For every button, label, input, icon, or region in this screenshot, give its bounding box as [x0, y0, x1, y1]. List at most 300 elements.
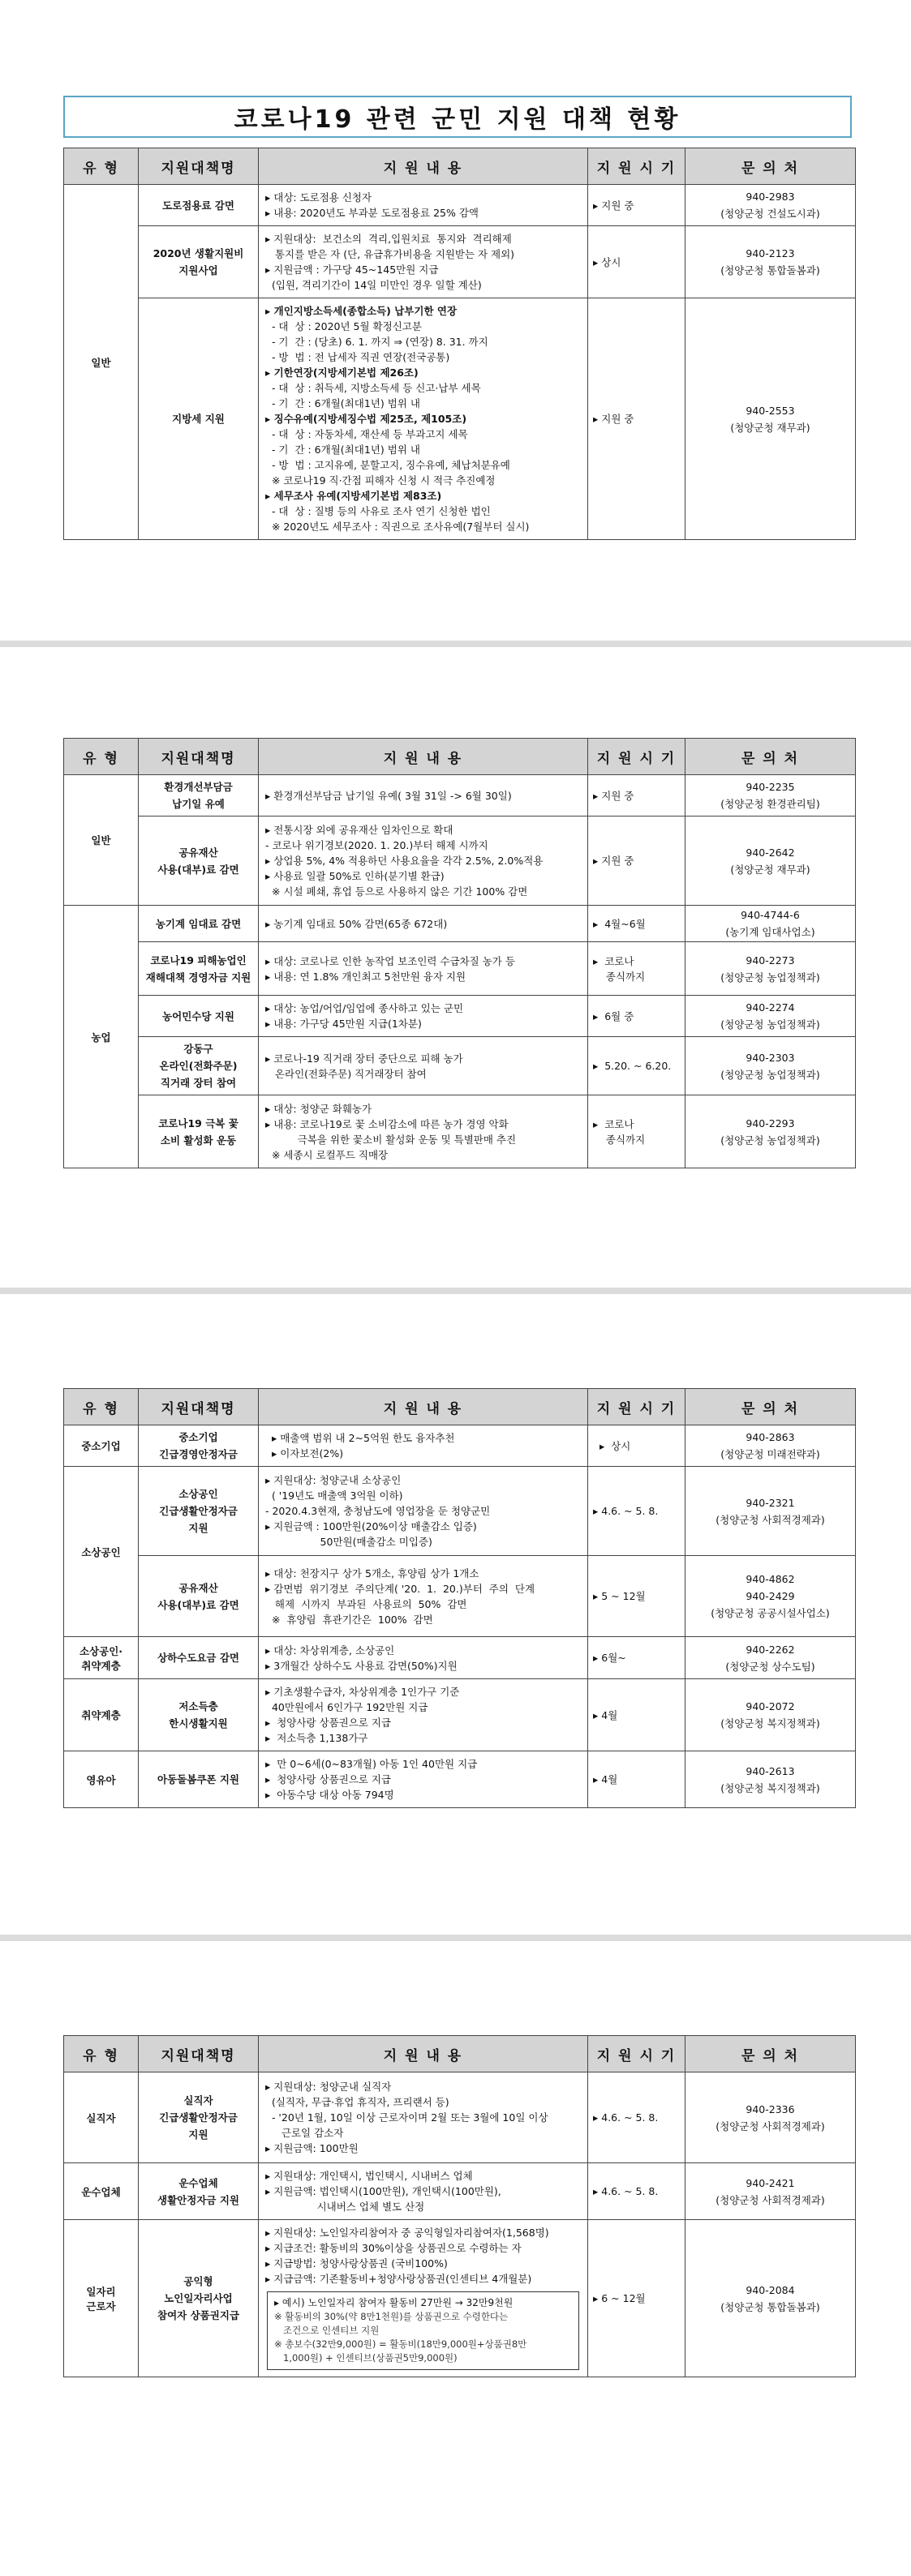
table-row [64, 817, 856, 906]
contact-cell [685, 298, 856, 540]
example-note: 1,000원) + 인센티브(상품권5만9,000원) [274, 2352, 458, 2364]
period-text: ▸ 4월 [593, 1773, 618, 1785]
support-content-cell [259, 817, 588, 906]
content-line: ▸ 전통시장 외에 공유재산 임차인으로 확대 [265, 824, 453, 836]
program-name: 농기계 임대료 감면 [155, 917, 242, 930]
column-header: 유 형 [64, 1389, 139, 1425]
column-header: 지 원 시 기 [588, 148, 685, 185]
content-line: - 대 상 : 자동차세, 재산세 등 부과고지 세목 [265, 428, 468, 440]
support-period-cell [588, 1037, 685, 1095]
program-name: 한시생활지원 [169, 1717, 228, 1729]
content-line: ▸ 매출액 범위 내 2~5억원 한도 융자추천 [265, 1432, 455, 1444]
content-line: ▸ 만 0~6세(0~83개월) 아동 1인 40만원 지급 [265, 1758, 478, 1770]
column-header: 지원대책명 [139, 1389, 259, 1425]
content-line: ▸ 지원금액 : 100만원(20%이상 매출감소 입증) [265, 1520, 477, 1532]
support-period-cell [588, 1425, 685, 1467]
contact-text: (농기계 임대사업소) [725, 926, 815, 938]
contact-text: 940-2274 [746, 1001, 795, 1014]
content-line: ▸ 아동수당 대상 아동 794명 [265, 1789, 394, 1801]
content-line: ▸ 징수유예(지방세징수법 제25조, 제105조) [265, 413, 467, 425]
program-name: 노인일자리사업 [164, 2292, 233, 2304]
support-period-cell [588, 942, 685, 996]
content-line: ※ 2020년도 세무조사 : 직권으로 조사유예(7월부터 실시) [265, 521, 530, 533]
table-row [64, 996, 856, 1037]
content-line: ▸ 지원대상: 개인택시, 법인택시, 시내버스 업체 [265, 2170, 473, 2182]
program-name: 생활안정자금 지원 [157, 2193, 239, 2206]
contact-cell [685, 1637, 856, 1679]
content-line: - 기 간 : (당초) 6. 1. 까지 ⇒ (연장) 8. 31. 까지 [265, 336, 488, 348]
document-page-2 [0, 647, 911, 1288]
program-name: 지방세 지원 [172, 413, 225, 425]
table-row [64, 775, 856, 817]
contact-text: (청양군청 환경관리팀) [720, 798, 820, 810]
content-line: 시내버스 업체 별도 산정 [265, 2201, 425, 2213]
column-header: 지 원 내 용 [259, 148, 588, 185]
support-period-cell [588, 1556, 685, 1637]
contact-cell [685, 1751, 856, 1808]
contact-text: (청양군청 상수도팀) [725, 1660, 815, 1673]
program-name: 온라인(전화주문) [159, 1060, 238, 1072]
program-name-cell [139, 1467, 259, 1556]
category-label: 일반 [91, 834, 111, 847]
contact-text: 940-2336 [746, 2102, 795, 2115]
contact-text: 940-2235 [746, 781, 795, 793]
table-row [64, 942, 856, 996]
content-line: ▸ 지원대상: 청양군내 실직자 [265, 2081, 392, 2093]
content-line: - 2020.4.3현재, 충청남도에 영업장을 둔 청양군민 [265, 1505, 491, 1517]
column-header: 문 의 처 [685, 148, 856, 185]
program-name-cell [139, 942, 259, 996]
support-period-cell [588, 775, 685, 817]
table-row [64, 2220, 856, 2377]
content-line: ▸ 대상: 코로나로 인한 농작업 보조인력 수급차질 농가 등 [265, 954, 515, 967]
contact-cell [685, 1095, 856, 1168]
category-label: 소상공인· [79, 1644, 123, 1657]
content-line: ▸ 청양사랑 상품권으로 지급 [265, 1717, 391, 1729]
content-line: - 대 상 : 2020년 5월 확정신고분 [265, 320, 422, 332]
program-name: 코로나19 피해농업인 [150, 954, 247, 967]
support-content-cell [259, 185, 588, 226]
contact-cell [685, 996, 856, 1037]
content-line: ▸ 지급금액: 기존활동비+청양사랑상품권(인센티브 4개월분) [265, 2273, 532, 2285]
content-line: - '20년 1월, 10일 이상 근로자이며 2월 또는 3월에 10일 이상 [265, 2111, 548, 2124]
content-line: ▸ 청양사랑 상품권으로 지급 [265, 1773, 391, 1785]
content-line: - 기 간 : 6개월(최대1년) 범위 내 [265, 397, 420, 409]
support-period-cell [588, 1095, 685, 1168]
period-text: ▸ 6월 중 [593, 1009, 634, 1022]
program-name: 도로점용료 감면 [162, 199, 234, 212]
content-line: ▸ 기한연장(지방세기본법 제26조) [265, 366, 419, 379]
category-label: 중소기업 [81, 1440, 121, 1452]
support-period-cell [588, 996, 685, 1037]
contact-text: 940-2262 [746, 1643, 795, 1656]
table-row [64, 2072, 856, 2163]
period-text: ▸ 6 ~ 12월 [593, 2292, 646, 2304]
contact-text: 940-2429 [746, 1590, 795, 1602]
program-name: 환경개선부담금 [164, 781, 233, 793]
column-header: 문 의 처 [685, 1389, 856, 1425]
support-period-cell [588, 226, 685, 298]
contact-text: 940-2123 [746, 247, 795, 259]
table-row [64, 226, 856, 298]
category-label: 근로자 [86, 2300, 116, 2312]
program-name: 운수업체 [178, 2176, 218, 2189]
content-line: ▸ 상업용 5%, 4% 적용하던 사용요율을 각각 2.5%, 2.0%적용 [265, 855, 544, 867]
category-label: 운수업체 [81, 2185, 121, 2198]
contact-text: 940-2613 [746, 1764, 795, 1777]
contact-text: 940-2321 [746, 1496, 795, 1509]
document-page-1 [0, 0, 911, 641]
content-line: ▸ 세무조사 유예(지방세기본법 제83조) [265, 490, 442, 502]
program-name: 공유재산 [178, 1581, 218, 1594]
support-period-cell [588, 2072, 685, 2163]
program-name: 긴급경영안정자금 [159, 1448, 238, 1460]
contact-text: (청양군청 농업정책과) [720, 1068, 820, 1081]
program-name: 납기일 유예 [172, 798, 225, 810]
program-name-cell [139, 996, 259, 1037]
program-name: 긴급생활안정자금 [159, 2111, 238, 2124]
content-line: ※ 시설 폐쇄, 휴업 등으로 사용하지 않은 기간 100% 감면 [265, 885, 528, 898]
program-name: 공익형 [183, 2275, 213, 2287]
program-name: 소상공인 [178, 1488, 218, 1500]
table-row [64, 1467, 856, 1556]
support-content-cell [259, 1637, 588, 1679]
category-cell [64, 2163, 139, 2220]
support-period-cell [588, 1637, 685, 1679]
period-text: ▸ 4월~6월 [593, 917, 646, 930]
program-name: 저소득층 [178, 1700, 218, 1712]
period-text: ▸ 상시 [593, 255, 621, 268]
content-line: - 기 간 : 6개월(최대1년) 범위 내 [265, 444, 420, 456]
content-line: ▸ 내용: 가구당 45만원 지급(1차분) [265, 1018, 422, 1030]
contact-text: 940-2293 [746, 1117, 795, 1129]
period-text: ▸ 5.20. ~ 6.20. [593, 1060, 672, 1072]
example-note: ※ 총보수(32만9,000원) = 활동비(18만9,000원+상품권8만 [274, 2338, 527, 2350]
support-content-cell [259, 1037, 588, 1095]
program-name: 지원 [188, 1522, 208, 1534]
category-cell [64, 1751, 139, 1808]
support-content-cell [259, 906, 588, 942]
category-cell [64, 2220, 139, 2377]
contact-text: (청양군청 농업정책과) [720, 1018, 820, 1031]
program-name: 사용(대부)료 감면 [157, 1598, 239, 1611]
table-row [64, 906, 856, 942]
table-row [64, 1637, 856, 1679]
program-name-cell [139, 1637, 259, 1679]
program-name-cell [139, 775, 259, 817]
example-headline: ▸ 예시) 노인일자리 참여자 활동비 27만원 → 32만9천원 [274, 2297, 514, 2308]
example-box [267, 2291, 579, 2370]
column-header: 지 원 시 기 [588, 739, 685, 775]
support-content-cell [259, 775, 588, 817]
support-content-cell [259, 226, 588, 298]
page-title: 코로나19 관련 군민 지원 대책 현황 [234, 105, 681, 134]
period-text: ▸ 지원 중 [593, 855, 634, 867]
table-row [64, 298, 856, 540]
page-title-box [63, 96, 852, 138]
program-name: 긴급생활안정자금 [159, 1505, 238, 1517]
content-line: ▸ 이자보전(2%) [265, 1447, 344, 1459]
period-text: ▸ 4.6. ~ 5. 8. [593, 2111, 659, 2124]
content-line: ▸ 내용: 연 1.8% 개인최고 5천만원 융자 지원 [265, 970, 466, 983]
table-row [64, 185, 856, 226]
period-text: ▸ 지원 중 [593, 199, 634, 212]
category-cell [64, 2072, 139, 2163]
period-text: ▸ 5 ~ 12월 [593, 1590, 646, 1602]
content-line: ▸ 3개월간 상하수도 사용료 감면(50%)지원 [265, 1659, 458, 1672]
support-period-cell [588, 1679, 685, 1751]
program-name: 중소기업 [178, 1431, 218, 1443]
period-text: ▸ 4월 [593, 1708, 618, 1721]
program-name: 아동돌봄쿠폰 지원 [157, 1773, 239, 1785]
document-page-4 [0, 1941, 911, 2576]
content-line: ▸ 대상: 차상위계층, 소상공인 [265, 1644, 395, 1657]
program-name-cell [139, 1679, 259, 1751]
content-line: ▸ 사용료 일괄 50%로 인하(분기별 환급) [265, 870, 445, 882]
contact-text: 940-2273 [746, 954, 795, 967]
contact-text: (청양군청 통합돌봄과) [720, 2300, 820, 2313]
support-content-cell [259, 1751, 588, 1808]
program-name-cell [139, 1751, 259, 1808]
content-line: - 코로나 위기경보(2020. 1. 20.)부터 해제 시까지 [265, 839, 488, 851]
content-line: ▸ 저소득층 1,138가구 [265, 1732, 368, 1744]
contact-text: (청양군청 재무과) [730, 863, 810, 876]
category-cell [64, 1679, 139, 1751]
content-line: ▸ 지원금액: 100만원 [265, 2142, 359, 2154]
contact-cell [685, 2220, 856, 2377]
program-name: 소비 활성화 운동 [160, 1134, 237, 1147]
category-label: 영유아 [86, 1773, 116, 1786]
support-period-cell [588, 817, 685, 906]
contact-text: 940-2072 [746, 1700, 795, 1712]
content-line: ▸ 지원금액: 법인택시(100만원), 개인택시(100만원), [265, 2185, 501, 2197]
support-table-4 [63, 2035, 856, 2377]
contact-text: 940-4862 [746, 1573, 795, 1585]
column-header: 유 형 [64, 739, 139, 775]
category-label: 취약계층 [81, 1659, 121, 1672]
column-header: 지 원 시 기 [588, 2036, 685, 2072]
contact-text: 940-2421 [746, 2176, 795, 2189]
contact-text: 940-2863 [746, 1431, 795, 1443]
program-name-cell [139, 906, 259, 942]
category-label: 소상공인 [81, 1545, 121, 1558]
document-page-3 [0, 1294, 911, 1935]
table-header-row [64, 1389, 856, 1425]
content-line: ▸ 내용: 2020년도 부과분 도로점용료 25% 감액 [265, 207, 479, 219]
program-name: 지원 [188, 2128, 208, 2141]
program-name: 사용(대부)료 감면 [157, 863, 239, 876]
support-content-cell [259, 942, 588, 996]
contact-cell [685, 1679, 856, 1751]
content-line: ▸ 지급조건: 활동비의 30%이상을 상품권으로 수령하는 자 [265, 2242, 522, 2254]
content-line: ▸ 농기계 임대료 50% 감면(65종 672대) [265, 917, 448, 930]
contact-text: (청양군청 복지정책과) [720, 1781, 820, 1794]
support-period-cell [588, 1467, 685, 1556]
support-period-cell [588, 2220, 685, 2377]
contact-text: 940-2983 [746, 191, 795, 203]
support-period-cell [588, 2163, 685, 2220]
content-line: 통지를 받은 자 (단, 유급휴가비용을 지원받는 자 제외) [265, 248, 515, 260]
content-line: ▸ 코로나-19 직거래 장터 중단으로 피해 농가 [265, 1052, 463, 1065]
contact-text: 940-2084 [746, 2283, 795, 2296]
table-row [64, 1679, 856, 1751]
table-header-row [64, 2036, 856, 2072]
support-content-cell [259, 1425, 588, 1467]
content-line: 온라인(전화주문) 직거래장터 참여 [265, 1067, 427, 1080]
content-line: 해제 시까지 부과된 사용료의 50% 감면 [265, 1597, 467, 1610]
support-period-cell [588, 906, 685, 942]
content-line: 40만원에서 6인가구 192만원 지급 [265, 1701, 428, 1713]
content-line: ※ 휴양림 휴관기간은 100% 감면 [265, 1613, 433, 1626]
support-content-cell [259, 1556, 588, 1637]
contact-text: (청양군청 건설도시과) [720, 208, 820, 220]
program-name: 공유재산 [178, 846, 218, 859]
table-row [64, 1556, 856, 1637]
program-name-cell [139, 1037, 259, 1095]
content-line: (입원, 격리기간이 14일 미만인 경우 일할 계산) [265, 279, 482, 291]
program-name-cell [139, 2072, 259, 2163]
support-content-cell [259, 2163, 588, 2220]
period-text: ▸ 지원 중 [593, 413, 634, 425]
category-label: 농업 [91, 1031, 111, 1044]
table-header-row [64, 739, 856, 775]
support-content-cell [259, 298, 588, 540]
column-header: 지원대책명 [139, 148, 259, 185]
table-header-row [64, 148, 856, 185]
category-cell [64, 775, 139, 906]
contact-text: (청양군청 통합돌봄과) [720, 264, 820, 276]
contact-text: (청양군청 농업정책과) [720, 1134, 820, 1147]
content-line: ▸ 감면범 위기경보 주의단계( '20. 1. 20.)부터 주의 단계 [265, 1582, 535, 1595]
column-header: 문 의 처 [685, 739, 856, 775]
contact-cell [685, 1037, 856, 1095]
program-name: 상하수도요금 감면 [157, 1652, 239, 1664]
support-content-cell [259, 1467, 588, 1556]
table-row [64, 1095, 856, 1168]
period-text: ▸ 코로나 [593, 954, 634, 967]
column-header: 지 원 내 용 [259, 739, 588, 775]
contact-text: (청양군청 사회적경제과) [715, 2193, 825, 2206]
content-line: ▸ 내용: 코로나19로 꽃 소비감소에 따른 농가 경영 악화 [265, 1117, 509, 1130]
column-header: 지 원 내 용 [259, 1389, 588, 1425]
contact-cell [685, 226, 856, 298]
period-text: ▸ 4.6. ~ 5. 8. [593, 1505, 659, 1517]
contact-cell [685, 2163, 856, 2220]
example-note: ※ 활동비의 30%(약 8만1천원)를 상품권으로 수령한다는 [274, 2311, 509, 2322]
contact-text: (청양군청 미래전략과) [720, 1448, 820, 1460]
contact-cell [685, 1556, 856, 1637]
contact-cell [685, 2072, 856, 2163]
category-cell [64, 1425, 139, 1467]
category-label: 일자리 [86, 2285, 116, 2298]
content-line: ▸ 지원대상: 청양군내 소상공인 [265, 1474, 402, 1486]
table-row [64, 1037, 856, 1095]
contact-cell [685, 185, 856, 226]
program-name-cell [139, 1556, 259, 1637]
program-name: 2020년 생활지원비 [153, 247, 244, 259]
column-header: 지원대책명 [139, 739, 259, 775]
contact-cell [685, 906, 856, 942]
column-header: 지원대책명 [139, 2036, 259, 2072]
program-name: 실직자 [183, 2094, 213, 2107]
content-line: ▸ 지원금액 : 가구당 45~145만원 지급 [265, 264, 439, 276]
support-period-cell [588, 298, 685, 540]
content-line: ※ 세종시 로컬푸드 직매장 [265, 1148, 389, 1161]
table-row [64, 1425, 856, 1467]
contact-text: (청양군청 농업정책과) [720, 971, 820, 984]
support-table-3 [63, 1388, 856, 1808]
program-name-cell [139, 298, 259, 540]
program-name-cell [139, 1425, 259, 1467]
support-content-cell [259, 2072, 588, 2163]
period-text: ▸ 지원 중 [593, 789, 634, 802]
period-text: 종식까지 [593, 970, 646, 983]
contact-text: 940-4744-6 [741, 909, 800, 921]
content-line: ▸ 지원대상: 보건소의 격리,입원치료 통지와 격리해제 [265, 233, 512, 245]
content-line: ▸ 대상: 청양군 화훼농가 [265, 1102, 372, 1115]
content-line: ▸ 지원대상: 노인일자리참여자 중 공익형일자리참여자(1,568명) [265, 2227, 549, 2239]
support-content-cell [259, 996, 588, 1037]
category-cell [64, 1467, 139, 1637]
example-note: 조건으로 인센티브 지원 [274, 2325, 380, 2336]
contact-text: (청양군청 재무과) [730, 421, 810, 434]
program-name-cell [139, 1095, 259, 1168]
program-name-cell [139, 185, 259, 226]
program-name: 참여자 상품권지급 [157, 2309, 239, 2321]
content-line: ▸ 개인지방소득세(종합소득) 납부기한 연장 [265, 305, 458, 317]
category-cell [64, 185, 139, 540]
contact-text: (청양군청 사회적경제과) [715, 2120, 825, 2132]
contact-cell [685, 942, 856, 996]
program-name-cell [139, 2163, 259, 2220]
content-line: - 방 법 : 전 납세자 직권 연장(전국공통) [265, 351, 450, 363]
support-content-cell [259, 1679, 588, 1751]
contact-cell [685, 775, 856, 817]
content-line: ▸ 기초생활수급자, 차상위계층 1인가구 기준 [265, 1686, 460, 1698]
contact-text: (청양군청 사회적경제과) [715, 1513, 825, 1526]
contact-text: 940-2303 [746, 1051, 795, 1064]
content-line: ▸ 대상: 도로점용 신청자 [265, 191, 372, 204]
column-header: 지 원 내 용 [259, 2036, 588, 2072]
contact-cell [685, 817, 856, 906]
program-name: 농어민수당 지원 [162, 1009, 234, 1022]
contact-cell [685, 1425, 856, 1467]
content-line: 50만원(매출감소 미입증) [265, 1536, 432, 1548]
category-cell [64, 906, 139, 1168]
content-line: ▸ 대상: 천장지구 상가 5개소, 휴양림 상가 1개소 [265, 1567, 479, 1579]
program-name: 강동구 [183, 1043, 213, 1055]
support-period-cell [588, 185, 685, 226]
program-name: 지원사업 [178, 264, 218, 276]
content-line: ※ 코로나19 직·간접 피해자 신청 시 적극 추진예정 [265, 474, 496, 486]
content-line: - 대 상 : 취득세, 지방소득세 등 신고·납부 세목 [265, 382, 481, 394]
column-header: 지 원 시 기 [588, 1389, 685, 1425]
program-name: 재해대책 경영자금 지원 [145, 971, 251, 984]
support-period-cell [588, 1751, 685, 1808]
column-header: 문 의 처 [685, 2036, 856, 2072]
program-name: 코로나19 극복 꽃 [158, 1117, 238, 1129]
program-name-cell [139, 226, 259, 298]
category-label: 취약계층 [81, 1709, 121, 1721]
content-line: (실직자, 무급·휴업 휴직자, 프리랜서 등) [265, 2096, 449, 2108]
support-content-cell [259, 2220, 588, 2377]
support-content-cell [259, 1095, 588, 1168]
program-name-cell [139, 817, 259, 906]
column-header: 유 형 [64, 2036, 139, 2072]
contact-text: (청양군청 복지정책과) [720, 1717, 820, 1729]
category-label: 일반 [91, 356, 111, 369]
period-text: ▸ 6월~ [593, 1652, 626, 1664]
